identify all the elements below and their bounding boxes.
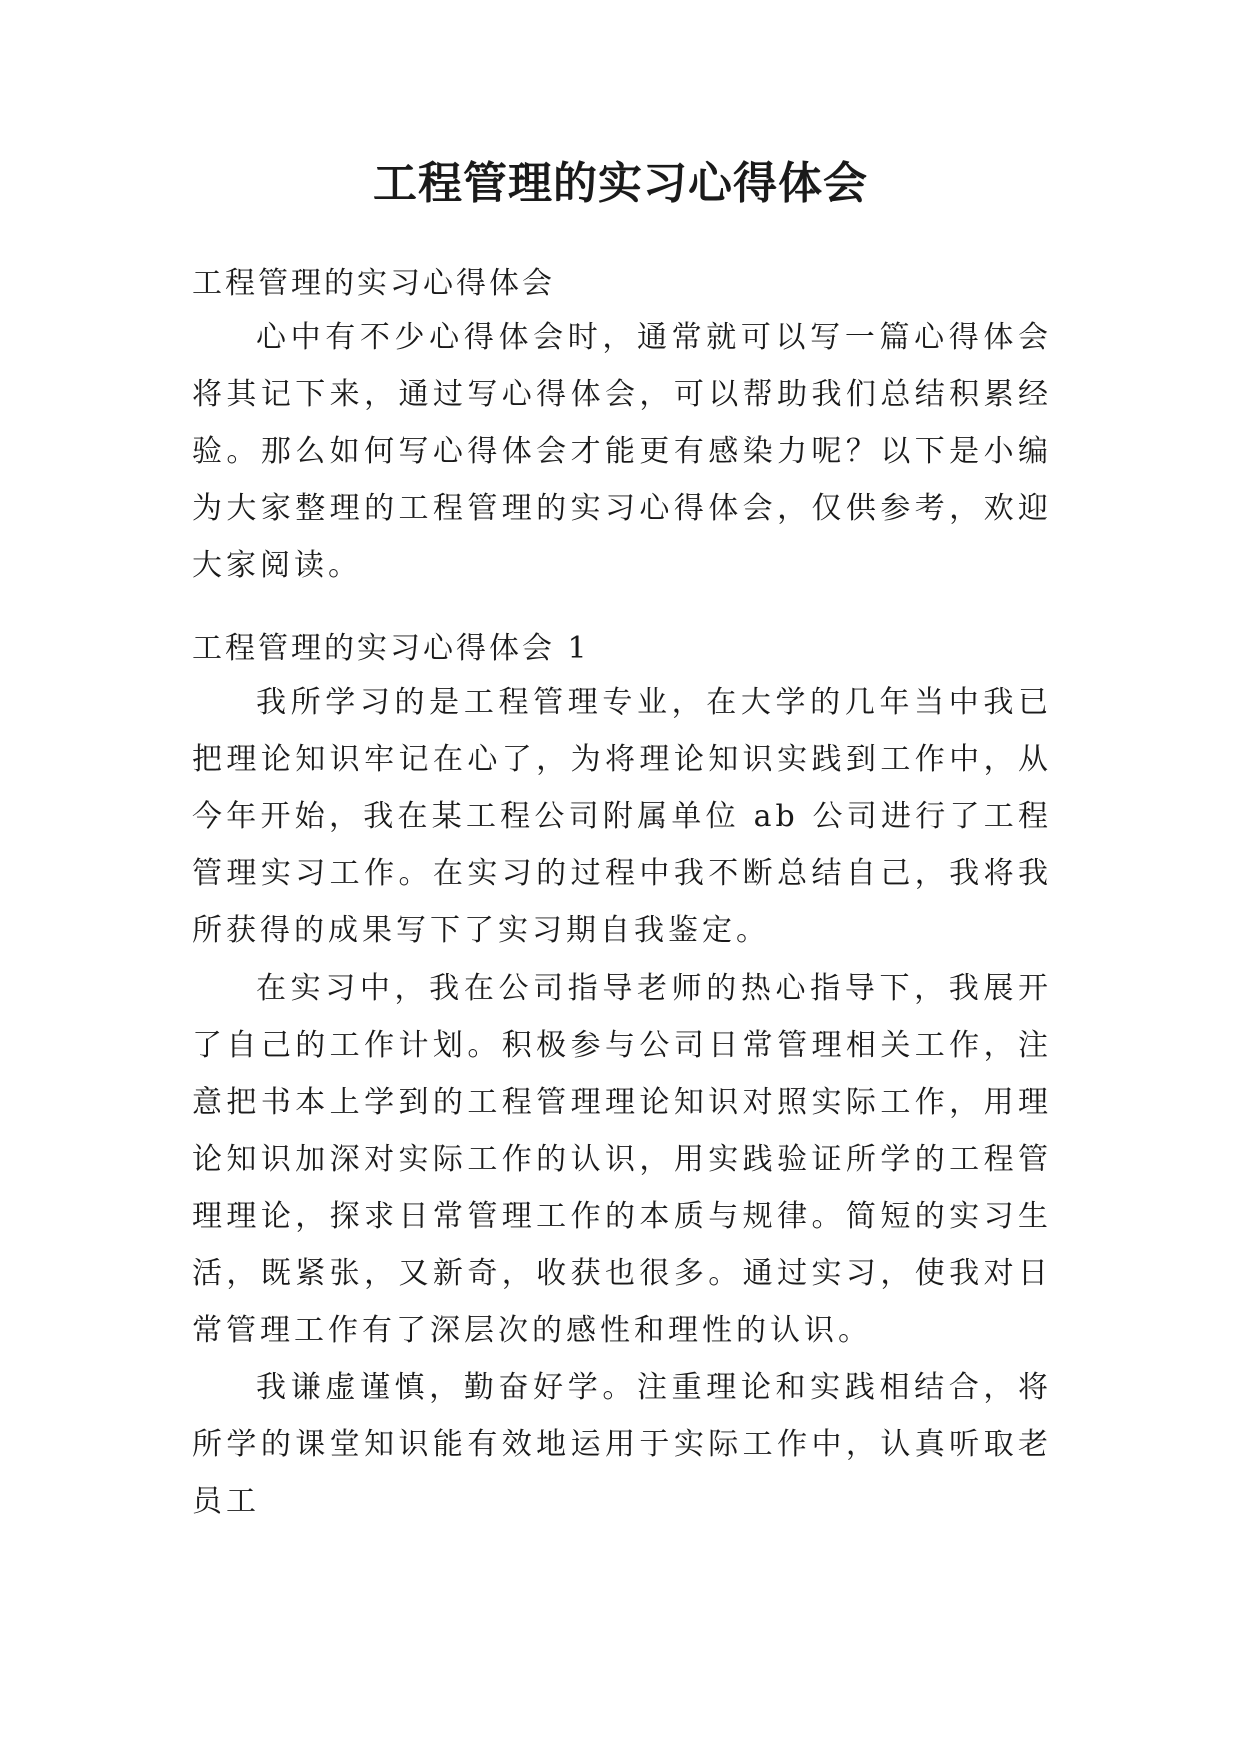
body-paragraph: 在实习中，我在公司指导老师的热心指导下，我展开了自己的工作计划。积极参与公司日常管理相关工作，注意把书本上学到的工程管理理论知识对照实际工作，用理论知识加深对实际工作的认识，用实践验证所学的工程管理理论，探求日常管理工作的本质与规律。简短的实习生活，既紧张，又新奇，收获也很多。通过实习，使我对日常管理工作有了深层次的感性和理性的认识。	[192, 971, 1052, 1348]
section-heading: 工程管理的实习心得体会 1	[192, 631, 590, 666]
document-title: 工程管理的实习心得体会	[373, 158, 868, 209]
intro-paragraph: 心中有不少心得体会时，通常就可以写一篇心得体会将其记下来，通过写心得体会，可以帮助我们总结积累经验。那么如何写心得体会才能更有感染力呢？以下是小编为大家整理的工程管理的实习心得体会，仅供参考，欢迎大家阅读。	[192, 320, 1052, 583]
body-paragraph: 我所学习的是工程管理专业，在大学的几年当中我已把理论知识牢记在心了，为将理论知识实践到工作中，从今年开始，我在某工程公司附属单位 ab 公司进行了工程管理实习工作。在实习的过程中我不断总结自己，我将我所获得的成果写下了实习期自我鉴定。	[192, 685, 1052, 948]
intro-heading: 工程管理的实习心得体会	[192, 266, 555, 301]
body-paragraph: 我谦虚谨慎，勤奋好学。注重理论和实践相结合，将所学的课堂知识能有效地运用于实际工作中，认真听取老员工	[192, 1370, 1052, 1519]
